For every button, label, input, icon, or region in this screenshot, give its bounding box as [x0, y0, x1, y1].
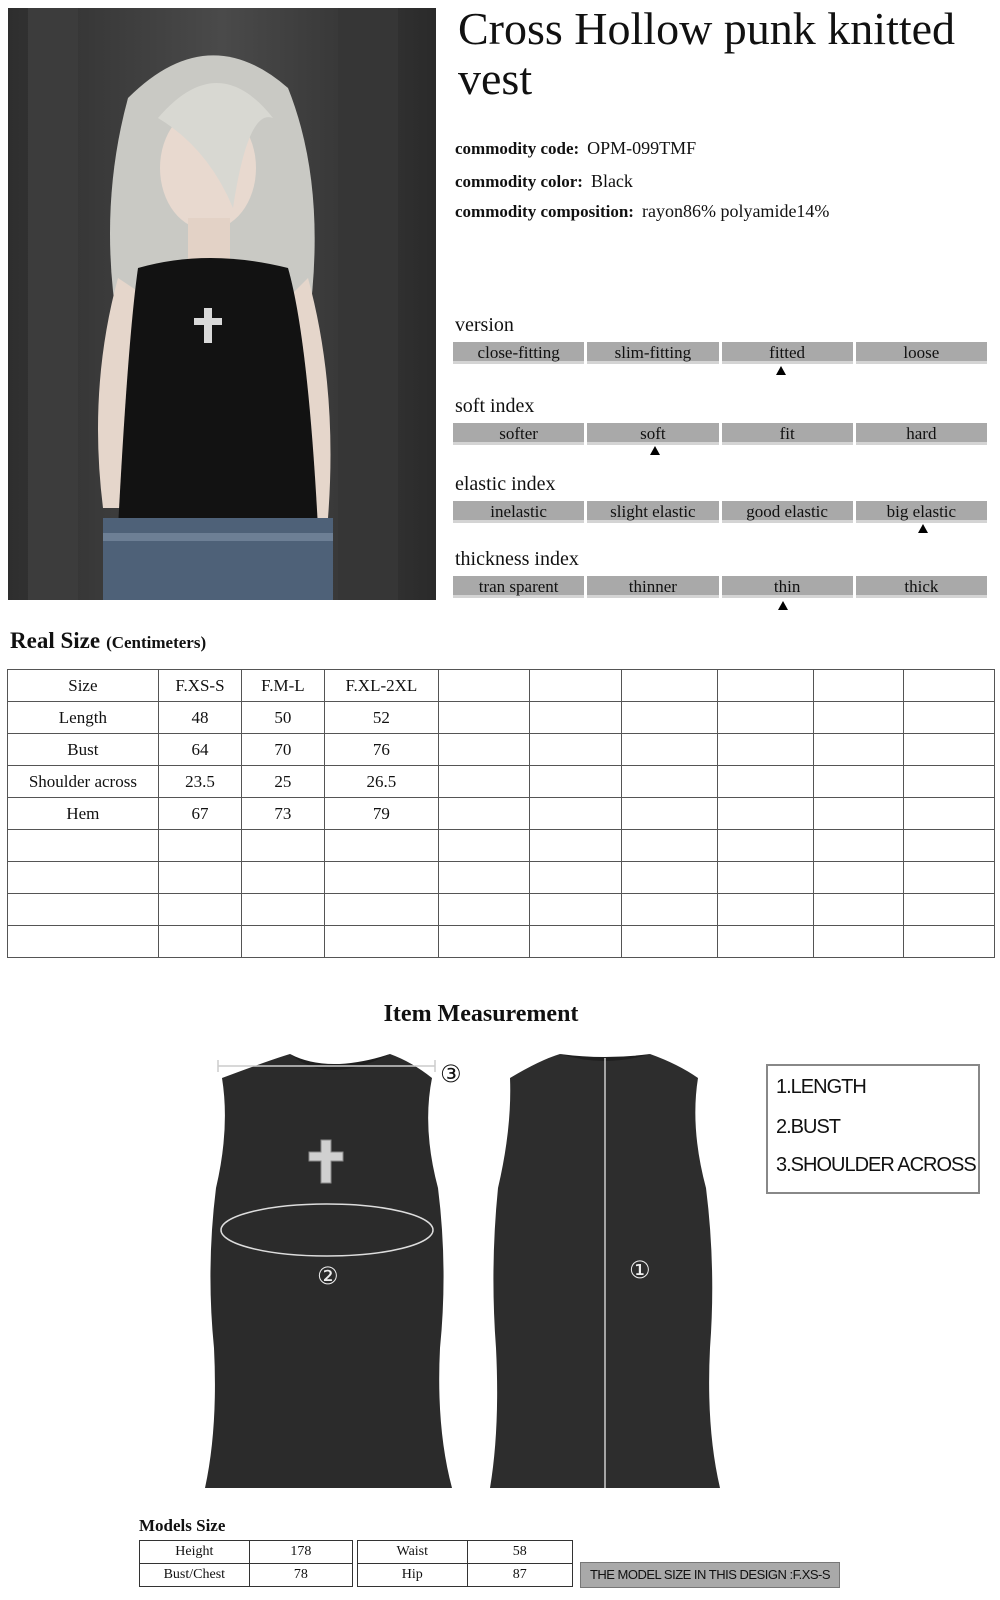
soft-index-option: softer	[453, 423, 584, 445]
thickness-index-selected-marker	[778, 601, 788, 610]
elastic-index-option: slight elastic	[587, 501, 718, 523]
table-cell: 70	[242, 734, 324, 766]
marker-shoulder: ③	[440, 1060, 462, 1088]
commodity-composition-value: rayon86% polyamide14%	[641, 201, 830, 221]
measurement-legend	[766, 1064, 980, 1194]
table-cell: Size	[8, 670, 159, 702]
table-row-empty	[8, 926, 995, 958]
table-cell: Length	[8, 702, 159, 734]
thickness-index-option: thinner	[587, 576, 718, 598]
table-row-empty	[8, 894, 995, 926]
size-table	[7, 669, 995, 958]
version-selected-marker	[776, 366, 786, 375]
commodity-composition-label: commodity composition:	[455, 202, 634, 221]
table-row	[8, 798, 995, 830]
table-row	[140, 1564, 353, 1587]
table-cell: 58	[467, 1541, 572, 1564]
table-cell: 26.5	[324, 766, 439, 798]
thickness-index-option: thin	[722, 576, 853, 598]
elastic-index-selected-marker	[918, 524, 928, 533]
table-cell: 25	[242, 766, 324, 798]
table-cell: 178	[249, 1541, 352, 1564]
table-cell: Bust	[8, 734, 159, 766]
table-header-row	[8, 670, 995, 702]
soft-index-scale	[453, 423, 987, 445]
table-cell: 64	[158, 734, 241, 766]
real-size-heading	[10, 628, 206, 654]
legend-shoulder: 3.SHOULDER ACROSS	[776, 1154, 976, 1176]
elastic-index-option: big elastic	[856, 501, 987, 523]
model-photo	[8, 8, 436, 600]
real-size-unit: (Centimeters)	[106, 633, 207, 652]
commodity-color-label: commodity color:	[455, 172, 583, 191]
thickness-index-option: thick	[856, 576, 987, 598]
models-size-title: Models Size	[139, 1516, 226, 1535]
table-row-empty	[8, 862, 995, 894]
commodity-code-row	[455, 138, 696, 159]
real-size-title: Real Size	[10, 628, 101, 653]
version-option: close-fitting	[453, 342, 584, 364]
version-option: slim-fitting	[587, 342, 718, 364]
table-row	[358, 1541, 573, 1564]
version-scale	[453, 342, 987, 364]
models-table-2	[357, 1540, 573, 1587]
version-option: loose	[856, 342, 987, 364]
table-cell: 50	[242, 702, 324, 734]
table-cell: F.XS-S	[158, 670, 241, 702]
table-cell: 52	[324, 702, 439, 734]
models-table-1	[139, 1540, 353, 1587]
commodity-composition-row	[455, 201, 829, 222]
thickness-index-option: tran sparent	[453, 576, 584, 598]
elastic-index-option: inelastic	[453, 501, 584, 523]
table-row-empty	[8, 830, 995, 862]
commodity-code-value: OPM-099TMF	[587, 138, 697, 158]
elastic-index-label: elastic index	[455, 473, 556, 495]
table-cell: Height	[140, 1541, 250, 1564]
commodity-color-value: Black	[590, 171, 633, 191]
version-option: fitted	[722, 342, 853, 364]
table-cell: 79	[324, 798, 439, 830]
table-cell: 67	[158, 798, 241, 830]
table-cell: F.XL-2XL	[324, 670, 439, 702]
table-cell: Shoulder across	[8, 766, 159, 798]
table-cell: 23.5	[158, 766, 241, 798]
commodity-color-row	[455, 171, 633, 192]
marker-length: ①	[629, 1256, 651, 1284]
table-cell: 87	[467, 1564, 572, 1587]
soft-index-option: soft	[587, 423, 718, 445]
legend-length: 1.LENGTH	[776, 1076, 866, 1098]
table-row	[358, 1564, 573, 1587]
soft-index-selected-marker	[650, 446, 660, 455]
legend-bust: 2.BUST	[776, 1116, 841, 1138]
soft-index-option: hard	[856, 423, 987, 445]
table-row	[8, 766, 995, 798]
item-measurement-title: Item Measurement	[383, 1001, 579, 1027]
table-row	[8, 702, 995, 734]
product-title: Cross Hollow punk knitted vest	[458, 3, 956, 104]
thickness-index-label: thickness index	[455, 548, 579, 570]
elastic-index-option: good elastic	[722, 501, 853, 523]
table-row	[140, 1541, 353, 1564]
table-cell: Bust/Chest	[140, 1564, 250, 1587]
marker-bust: ②	[317, 1262, 339, 1290]
table-row	[8, 734, 995, 766]
model-size-note: THE MODEL SIZE IN THIS DESIGN :F.XS-S	[580, 1562, 840, 1588]
table-cell: 78	[249, 1564, 352, 1587]
table-cell: Hip	[358, 1564, 468, 1587]
table-cell: 73	[242, 798, 324, 830]
soft-index-option: fit	[722, 423, 853, 445]
elastic-index-scale	[453, 501, 987, 523]
thickness-index-scale	[453, 576, 987, 598]
table-cell: Hem	[8, 798, 159, 830]
soft-index-label: soft index	[455, 395, 535, 417]
table-cell: Waist	[358, 1541, 468, 1564]
table-cell: F.M-L	[242, 670, 324, 702]
version-label: version	[455, 314, 514, 336]
commodity-code-label: commodity code:	[455, 139, 580, 158]
table-cell: 48	[158, 702, 241, 734]
garment-diagram	[200, 1048, 760, 1498]
table-cell: 76	[324, 734, 439, 766]
